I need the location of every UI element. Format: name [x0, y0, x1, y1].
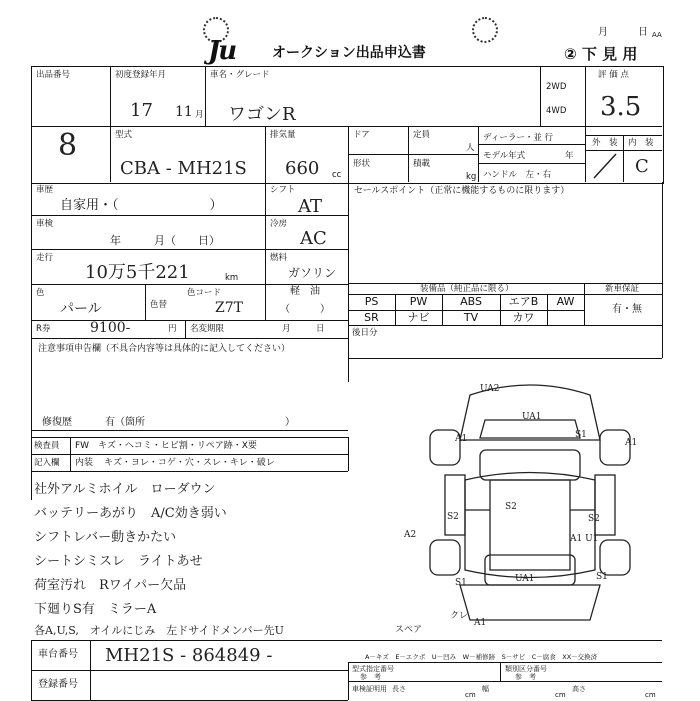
mileage-value: 10万5千221 [85, 262, 190, 283]
drive-2wd: 2WD [546, 82, 567, 92]
rating-value: 3.5 [600, 92, 642, 122]
handwritten-note-line: 社外アルミホイル ローダウン [34, 482, 216, 497]
class-label: 類別区分番号 [505, 665, 547, 673]
equip-item: AW [556, 295, 575, 308]
model-label: 型式 [115, 130, 133, 140]
repair-label: 修復歴 [42, 417, 72, 428]
first-reg-year: 17 [130, 100, 153, 121]
exterior-slash-mark [590, 152, 620, 180]
copy-label: ② 下 見 用 [564, 45, 638, 63]
damage-mark: UA1 [522, 412, 542, 422]
equip-item: PS [364, 295, 379, 308]
car-name-label: 車名・グレード [210, 70, 270, 80]
damage-mark: A1 [625, 438, 638, 448]
damage-mark: A1 [474, 618, 487, 628]
ac-value: AC [300, 228, 327, 249]
damage-mark: S1 [455, 578, 467, 588]
shape-label: 形状 [353, 159, 371, 169]
damage-mark: S1 [596, 572, 608, 582]
entry-label: 記入欄 [34, 458, 60, 468]
displacement-value: 660 [285, 158, 320, 179]
cert-label: 車検証明用 [352, 685, 387, 693]
equip-item: ABS [460, 295, 482, 308]
name-change-label: 名変期限 [190, 324, 225, 334]
first-reg-month: 11 [175, 104, 193, 120]
month-label: 月 [598, 27, 608, 38]
inspector-value: FW キズ・ヘコミ・ヒビ割・リペア跡・X要 [75, 441, 257, 451]
inspection-label: 車検 [36, 219, 54, 229]
damage-mark: スペア [395, 625, 423, 635]
handwritten-note-line: 下廻りS有 ミラーA [34, 602, 157, 617]
cc-label: cc [332, 170, 342, 180]
color-value: パール [60, 301, 102, 317]
damage-mark: A2 [404, 530, 417, 540]
exterior-label: 外 装 [592, 138, 618, 148]
handwritten-note-line: シフトレバー動きかたい [34, 530, 177, 545]
recycle-label: R券 [36, 324, 51, 334]
equip-item: PW [409, 295, 428, 308]
interior-label: 内 装 [628, 138, 654, 148]
new-car-label: 新車保証 [605, 284, 640, 294]
ref-label-2: 参 考 [515, 673, 536, 681]
handwritten-note-line: 荷室汚れ Rワイパー欠品 [34, 578, 187, 593]
equip-item: TV [463, 311, 479, 324]
width-label: 幅 [482, 685, 489, 693]
shift-label: シフト [270, 185, 296, 195]
name-change-value: 月 日 [282, 324, 325, 334]
equip-item: ナビ [407, 311, 430, 324]
reg-label: 登録番号 [38, 679, 78, 690]
later-date-label: 後日分 [352, 328, 378, 338]
damage-mark: S1 [575, 430, 587, 440]
capacity-label: 定員 [413, 130, 431, 140]
rating-label: 評 価 点 [598, 70, 629, 80]
repair-value: 有（箇所 ） [105, 417, 295, 428]
damage-mark: A1 [455, 434, 468, 444]
entry-interior: 内装 [75, 458, 94, 468]
interior-value: C [635, 156, 649, 177]
lot-no-value: 8 [58, 128, 78, 163]
ref-label-1: 参 考 [360, 673, 381, 681]
sales-point-label: セールスポイント（正常に機能するものに限ります） [354, 186, 570, 196]
damage-legend: A－キズ E－エクボ U－凹み W－補修跡 S－サビ C－腐食 XX－交換済 [365, 653, 598, 661]
day-label: 日 [638, 27, 648, 38]
year-unit: 年 [565, 151, 574, 161]
height-label: 高さ [572, 685, 586, 693]
load-label: 積載 [413, 159, 431, 169]
mileage-label: 走行 [36, 253, 54, 263]
km-unit: km [225, 273, 239, 283]
handwritten-note-line: バッテリーあがり A/C効き弱い [34, 506, 227, 521]
ac-label: 冷房 [270, 219, 288, 229]
equip-item: カワ [512, 311, 535, 324]
damage-mark: S2 [505, 502, 517, 512]
form-title: オークション出品申込書 [272, 45, 426, 61]
damage-mark: S2 [588, 514, 600, 524]
cm-unit-1: cm [465, 691, 476, 699]
handwritten-note-line: 各A,U,S, オイルにじみ 左ドサイドメンバー先U [34, 624, 284, 637]
color-code-value: Z7T [215, 300, 243, 316]
shift-value: AT [298, 196, 323, 217]
car-name-value: ワゴンR [228, 104, 296, 125]
kg-unit: kg [466, 172, 477, 182]
caution-label: 注意事項申告欄（不具合内容等は具体的に記入してください） [38, 344, 291, 354]
handle-label: ハンドル 左・右 [483, 170, 552, 180]
recycle-value: 9100- [90, 320, 131, 336]
color-label: 色 [36, 288, 45, 298]
damage-mark: UA2 [480, 384, 500, 394]
type-spec-label: 型式指定番号 [352, 665, 394, 673]
fuel-value: ガソリン [288, 266, 337, 280]
damage-mark: S2 [447, 512, 459, 522]
chassis-label: 車台番号 [38, 649, 78, 660]
cm-unit-3: cm [645, 691, 656, 699]
persons-unit: 人 [466, 143, 475, 153]
fuel-label: 燃料 [270, 253, 288, 263]
chassis-value: MH21S - 864849 - [105, 645, 273, 666]
usage-label: 車歴 [36, 185, 54, 195]
damage-mark: クレ [450, 611, 469, 621]
fuel-option: 軽 油 [290, 286, 320, 297]
lot-no-label: 出品番号 [36, 70, 71, 80]
damage-mark: A1 U1 [570, 534, 599, 544]
handwritten-note-line: シートシミスレ ライトあせ [34, 554, 203, 569]
aa-label: AA [652, 31, 662, 39]
inspection-value: 年 月（ 日） [110, 234, 220, 247]
cm-unit-2: cm [555, 691, 566, 699]
drive-4wd: 4WD [546, 106, 567, 116]
punch-hole-right [472, 17, 498, 43]
color-change-label: 色替 [150, 300, 168, 310]
inspector-label: 検査員 [34, 441, 60, 451]
displacement-label: 排気量 [270, 130, 296, 140]
yen-unit: 円 [168, 324, 177, 334]
model-value: CBA - MH21S [120, 158, 247, 179]
month-unit: 月 [195, 110, 204, 120]
entry-value: キズ・ヨレ・コゲ・穴・スレ・キレ・破レ [104, 458, 275, 468]
equip-item: SR [364, 311, 379, 324]
door-label: ドア [353, 130, 370, 140]
color-code-label: 色コード [187, 288, 222, 298]
model-year-label: モデル年式 [483, 151, 526, 161]
auction-logo: Ju [208, 36, 236, 66]
equip-item: エアB [508, 295, 539, 308]
usage-value: 自家用・（ ） [60, 198, 223, 213]
equip-label: 装備品（純正品に限る） [420, 284, 514, 294]
damage-mark: UA1 [515, 574, 535, 584]
first-reg-label: 初度登録年月 [115, 70, 167, 80]
new-car-value: 有・無 [612, 304, 642, 315]
dealer-label: ディーラー・並 行 [483, 133, 554, 143]
length-label: 長さ [392, 685, 406, 693]
fuel-paren: （ ） [280, 304, 330, 315]
